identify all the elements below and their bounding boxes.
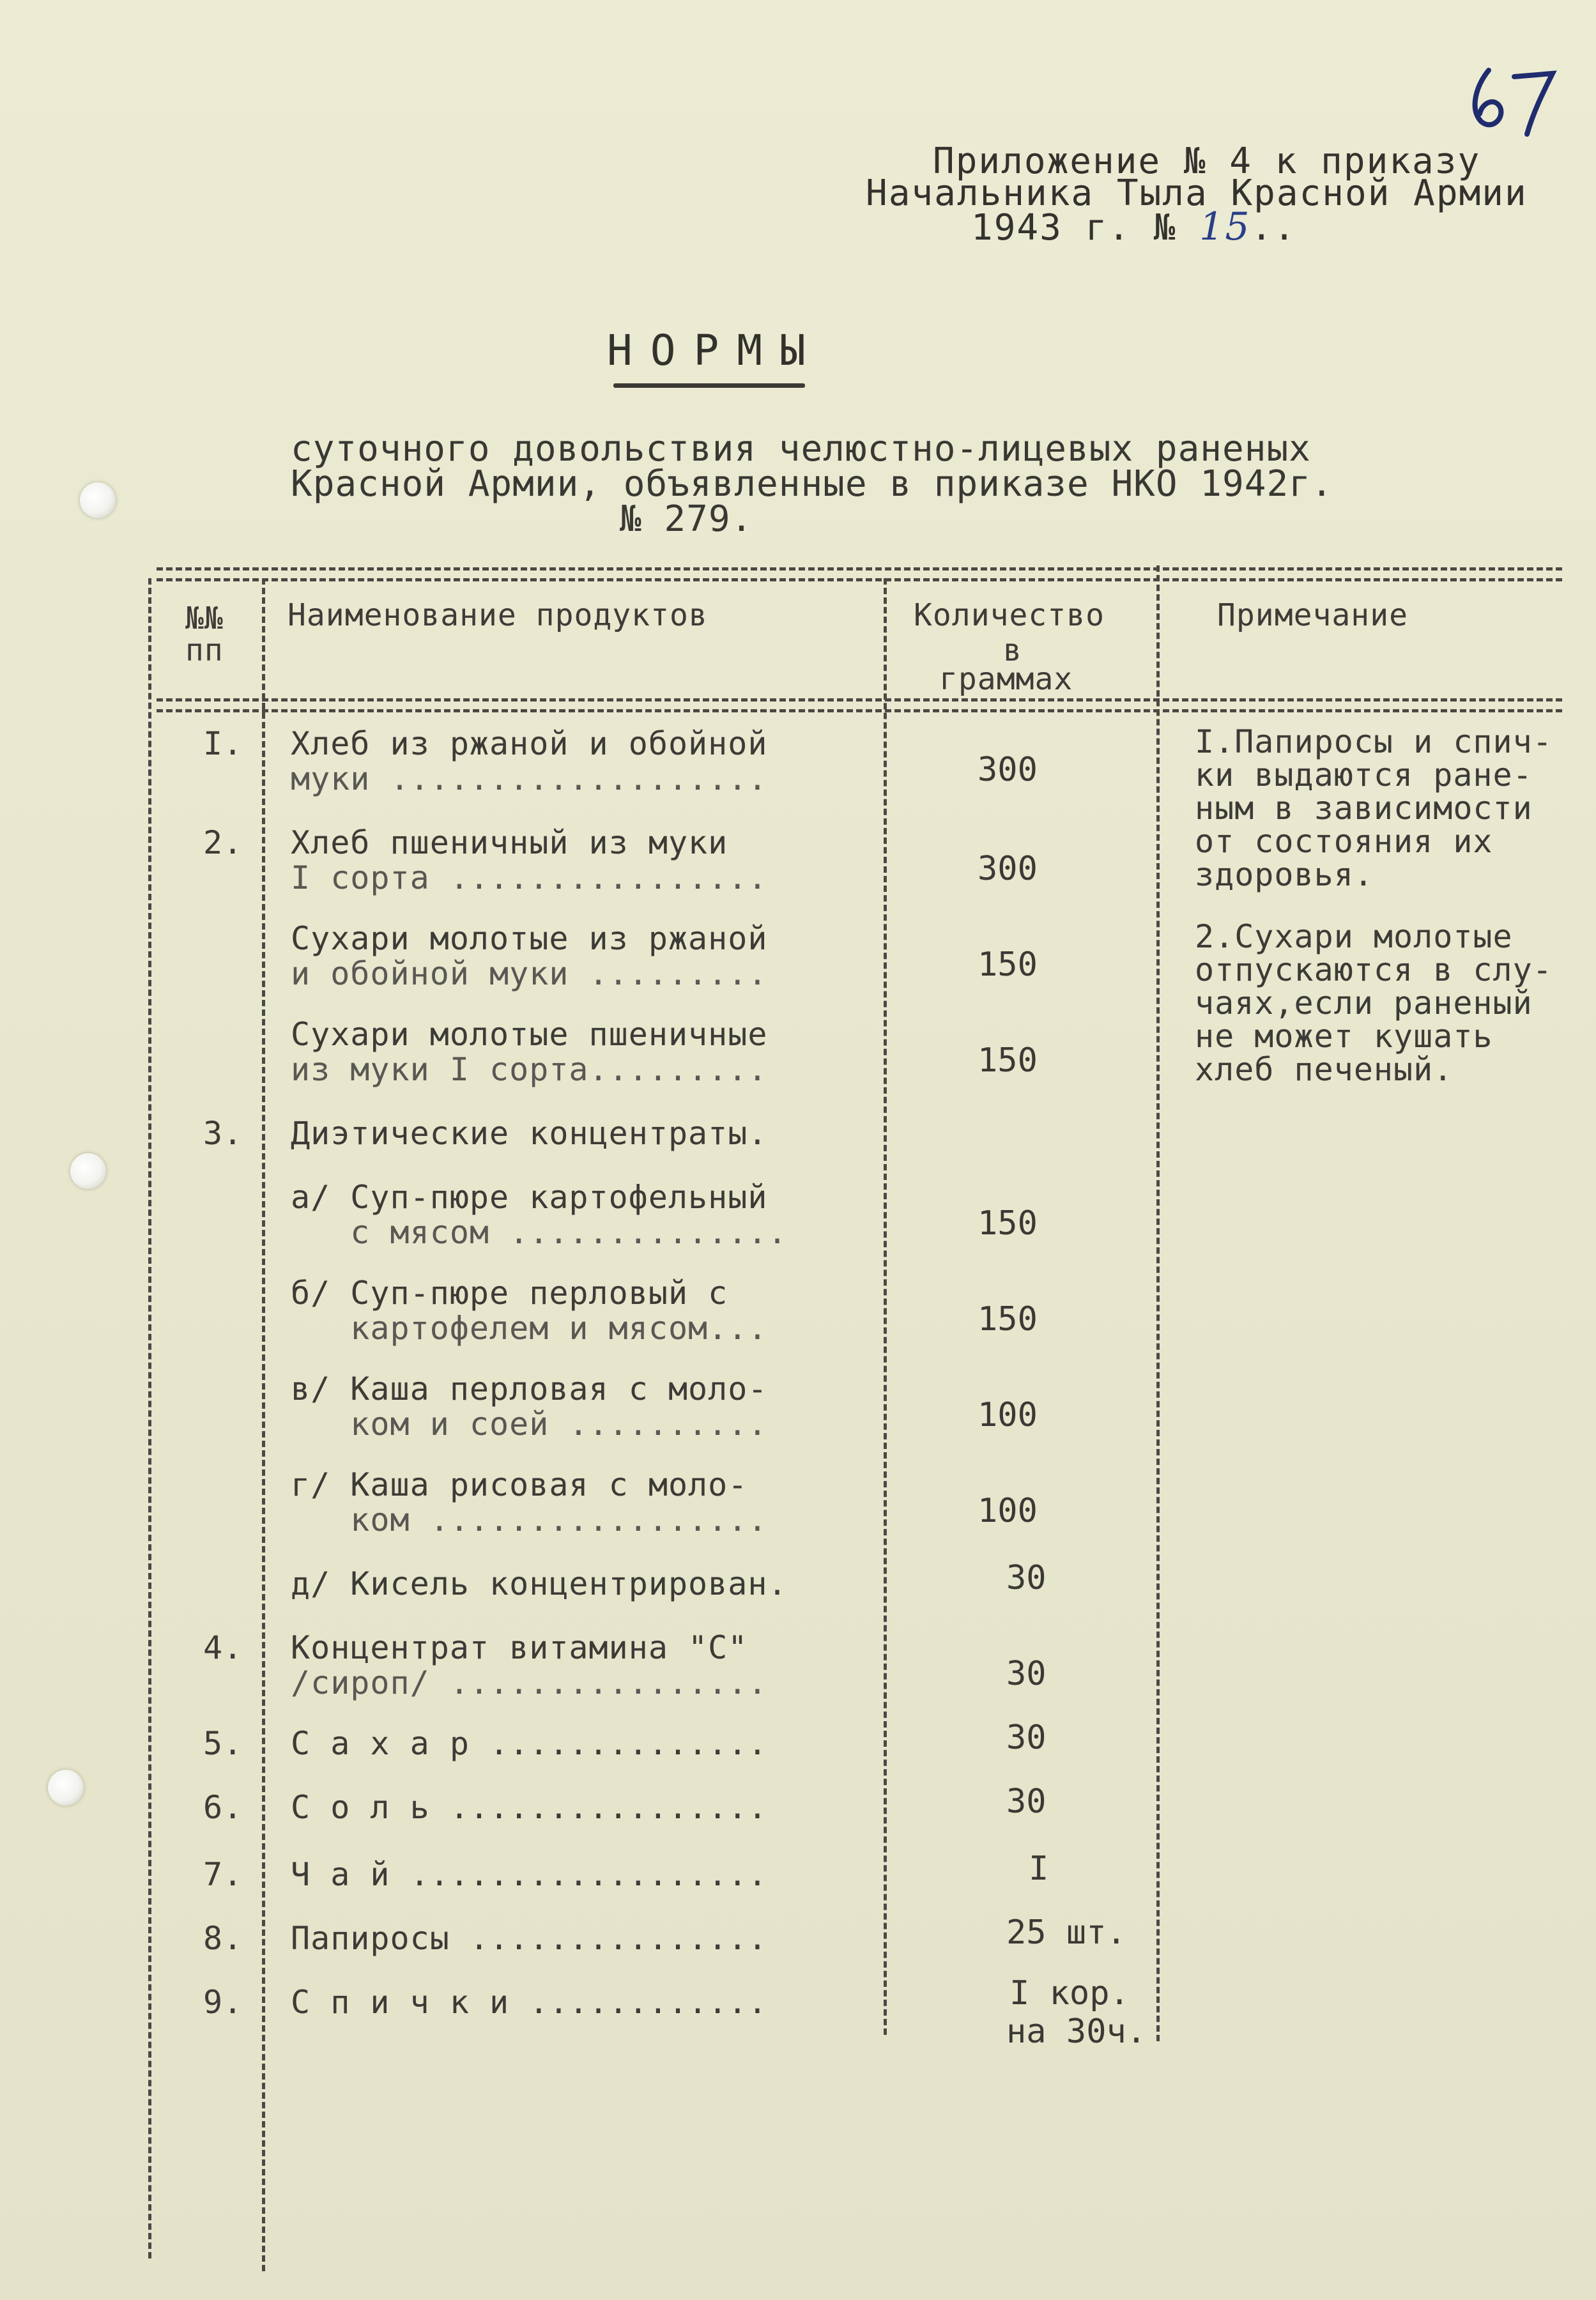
header-line-2: Начальника Тыла Красной Армии [866, 172, 1528, 214]
order-dots: .. [1250, 207, 1296, 249]
row-12-name-1: С а х а р .............. [291, 1725, 768, 1762]
note-1-line-5: здоровья. [1195, 856, 1374, 893]
col-rule-qty [1156, 565, 1160, 2041]
row-16-qty-2: на 30ч. [1006, 2012, 1147, 2051]
col-rule-no [262, 578, 265, 2271]
note-1-line-4: от состояния их [1195, 823, 1493, 860]
header-qty-1: Количество [914, 597, 1105, 633]
note-2-line-4: не может кушать [1195, 1018, 1493, 1055]
subtitle-line-1: суточного довольствия челюстно-лицевых раненых [291, 428, 1311, 470]
row-6-qty: 150 [978, 1204, 1038, 1243]
title-underline [613, 383, 805, 388]
row-9-name-2: ком ................. [291, 1501, 768, 1538]
row-12-no: 5. [203, 1725, 243, 1762]
row-14-qty: I [1029, 1850, 1049, 1888]
row-3-name-2: и обойной муки ......... [291, 955, 768, 992]
subtitle-line-3: № 279. [620, 498, 753, 540]
punch-hole-1 [80, 482, 116, 518]
header-note: Примечание [1217, 597, 1408, 633]
row-16-name-1: С п и ч к и ............ [291, 1984, 768, 2021]
row-4-qty: 150 [978, 1041, 1038, 1080]
row-16-qty-1: I кор. [1009, 1974, 1130, 2012]
row-16-no: 9. [203, 1984, 243, 2021]
header-no-1: №№ [185, 601, 224, 636]
row-2-name-2: I сорта ................ [291, 859, 768, 896]
row-13-name-1: С о л ь ................ [291, 1789, 768, 1826]
row-6-name-2: с мясом .............. [291, 1214, 788, 1251]
row-5-no: 3. [203, 1115, 243, 1152]
row-10-qty: 30 [1006, 1559, 1047, 1597]
row-11-qty: 30 [1006, 1655, 1047, 1693]
row-9-name-1: г/ Каша рисовая с моло- [291, 1466, 748, 1503]
note-1-line-2: ки выдаются ране- [1195, 756, 1533, 793]
row-1-name-1: Хлеб из ржаной и обойной [291, 725, 768, 762]
row-8-name-1: в/ Каша перловая с моло- [291, 1370, 768, 1407]
row-8-qty: 100 [978, 1396, 1038, 1434]
table-top-rule-2 [157, 578, 1562, 581]
row-5-name-1: Диэтические концентраты. [291, 1115, 768, 1152]
header-line-3 [971, 204, 1296, 249]
table-top-rule [157, 567, 1562, 571]
row-11-name-2: /сироп/ ................ [291, 1664, 768, 1701]
row-8-name-2: ком и соей .......... [291, 1406, 768, 1443]
table-header-rule-2 [157, 709, 1562, 712]
row-11-name-1: Концентрат витамина "С" [291, 1629, 748, 1666]
row-15-name-1: Папиросы ............... [291, 1920, 768, 1957]
note-1-line-1: I.Папиросы и спич- [1195, 723, 1553, 760]
row-1-name-2: муки ................... [291, 760, 768, 797]
punch-hole-2 [70, 1153, 106, 1189]
page-number [1463, 57, 1559, 141]
table-header-rule [157, 698, 1562, 702]
subtitle-line-2: Красной Армии, объявленные в приказе НКО 1942г. [291, 463, 1333, 505]
row-2-no: 2. [203, 824, 243, 861]
row-2-name-1: Хлеб пшеничный из муки [291, 824, 728, 861]
row-2-qty: 300 [978, 850, 1038, 888]
row-1-no: I. [203, 725, 243, 762]
order-year-number: 1943 г. № [971, 207, 1177, 249]
row-11-no: 4. [203, 1629, 243, 1666]
row-1-qty: 300 [978, 751, 1038, 789]
note-2-line-1: 2.Сухари молотые [1195, 918, 1513, 955]
row-3-name-1: Сухари молотые из ржаной [291, 920, 768, 957]
note-2-line-5: хлеб печеный. [1195, 1051, 1454, 1088]
col-rule-name [884, 578, 887, 2035]
row-7-qty: 150 [978, 1300, 1038, 1338]
header-qty-3: граммах [939, 661, 1073, 697]
row-3-qty: 150 [978, 946, 1038, 984]
row-10-name-1: д/ Кисель концентрирован. [291, 1565, 788, 1602]
page-title: НОРМЫ [607, 326, 824, 375]
row-9-qty: 100 [978, 1492, 1038, 1530]
row-14-name-1: Ч а й .................. [291, 1856, 768, 1893]
row-15-qty: 25 шт. [1006, 1913, 1126, 1952]
row-14-no: 7. [203, 1856, 243, 1893]
row-12-qty: 30 [1006, 1719, 1047, 1757]
header-name: Наименование продуктов [288, 597, 708, 633]
row-4-name-2: из муки I сорта......... [291, 1051, 768, 1088]
col-rule-left [148, 578, 151, 2258]
note-2-line-2: отпускаются в слу- [1195, 951, 1553, 988]
row-13-qty: 30 [1006, 1782, 1047, 1821]
header-no-2: пп [185, 632, 224, 668]
note-2-line-3: чаях,если раненый [1195, 985, 1533, 1022]
handwritten-order-number: 15 [1199, 204, 1251, 249]
row-7-name-1: б/ Суп-пюре перловый с [291, 1275, 728, 1312]
row-13-no: 6. [203, 1789, 243, 1826]
punch-hole-3 [48, 1770, 84, 1805]
row-7-name-2: картофелем и мясом... [291, 1310, 768, 1347]
note-1-line-3: ным в зависимости [1195, 790, 1533, 827]
row-4-name-1: Сухари молотые пшеничные [291, 1016, 768, 1053]
row-15-no: 8. [203, 1920, 243, 1957]
row-6-name-1: а/ Суп-пюре картофельный [291, 1179, 768, 1216]
header-line-1: Приложение № 4 к приказу [933, 141, 1481, 182]
header-qty-2: в [1003, 632, 1022, 668]
